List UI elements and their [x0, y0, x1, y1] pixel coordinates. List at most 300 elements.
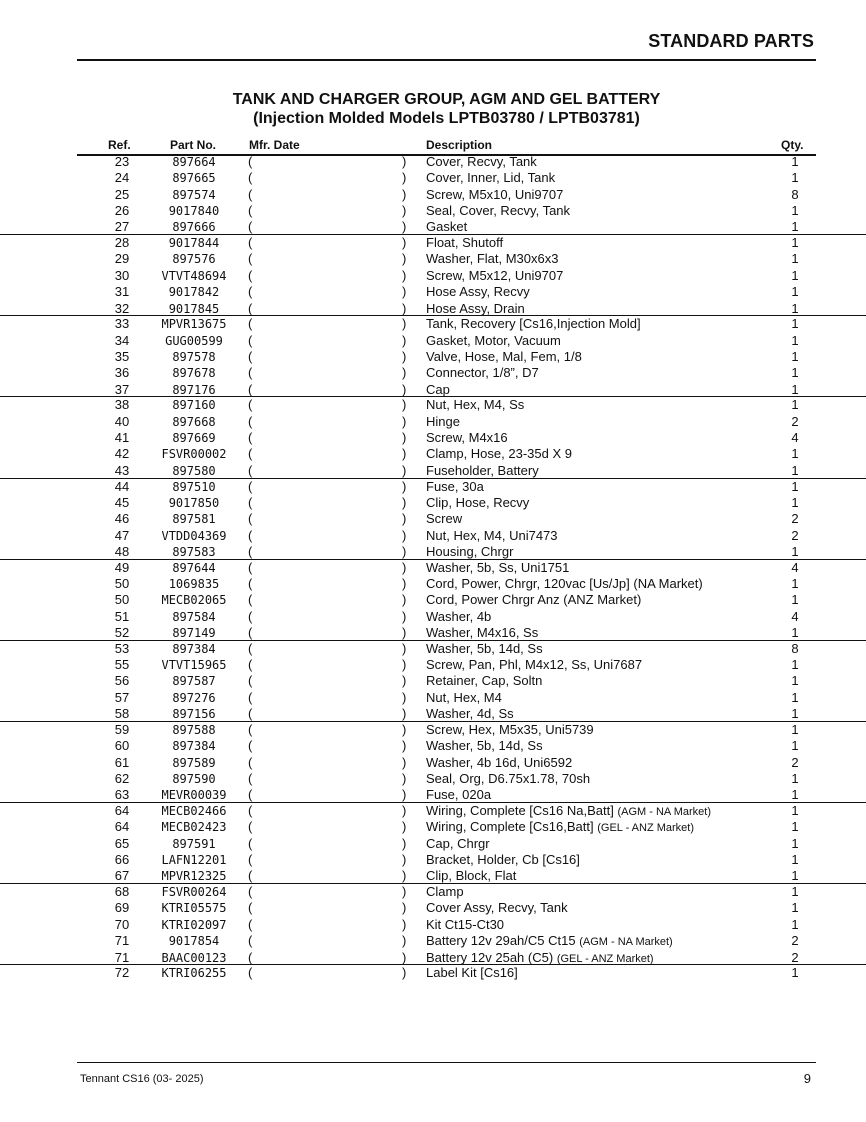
- description-text: Hose Assy, Recvy: [426, 284, 530, 300]
- mfr-date-open-paren: (: [248, 413, 253, 429]
- qty-cell: 1: [791, 154, 799, 169]
- ref-cell: 26: [114, 203, 130, 219]
- mfr-date-close-paren: ): [402, 170, 407, 186]
- mfr-date-open-paren: (: [248, 348, 253, 364]
- description-text: Bracket, Holder, Cb [Cs16]: [426, 852, 580, 868]
- part-number-cell: 897591: [172, 836, 216, 851]
- part-number-cell: 897583: [172, 544, 216, 559]
- description-text: Cap, Chrgr: [426, 835, 490, 851]
- table-row: [0, 900, 866, 916]
- table-row: [0, 836, 866, 852]
- table-row: [0, 917, 866, 933]
- description-text: Kit Ct15-Ct30: [426, 916, 505, 932]
- col-header-part-no: Part No.: [170, 138, 217, 152]
- mfr-date-close-paren: ): [402, 852, 407, 868]
- ref-cell: 31: [114, 284, 130, 300]
- mfr-date-close-paren: ): [402, 235, 407, 251]
- part-number-cell: 897669: [172, 431, 216, 446]
- description-cell: [426, 479, 484, 495]
- page-header-title: STANDARD PARTS: [648, 31, 814, 51]
- description-cell: [426, 414, 460, 430]
- description-cell: [426, 430, 508, 446]
- ref-cell: 27: [114, 219, 130, 235]
- part-number-cell: FSVR00002: [161, 447, 227, 462]
- qty-cell: 1: [791, 706, 799, 722]
- mfr-date-close-paren: ): [402, 251, 407, 267]
- qty-cell: 1: [791, 316, 799, 332]
- qty-cell: 1: [791, 689, 799, 705]
- qty-cell: 1: [791, 835, 799, 851]
- mfr-date-close-paren: ): [402, 738, 407, 754]
- mfr-date-close-paren: ): [402, 381, 407, 397]
- part-number-cell: MPVR13675: [161, 317, 227, 332]
- description-text: Washer, 4b 16d, Uni6592: [426, 754, 573, 770]
- table-row: [0, 478, 866, 495]
- description-cell: [426, 673, 542, 689]
- mfr-date-close-paren: ): [402, 478, 407, 494]
- description-text: Screw, Pan, Phl, M4x12, Ss, Uni7687: [426, 657, 643, 673]
- ref-cell: 35: [114, 348, 130, 364]
- description-text: Washer, 4b: [426, 608, 492, 624]
- mfr-date-open-paren: (: [248, 900, 253, 916]
- description-text: Cover, Inner, Lid, Tank: [426, 170, 556, 186]
- mfr-date-open-paren: (: [248, 949, 253, 965]
- mfr-date-close-paren: ): [402, 527, 407, 543]
- mfr-date-close-paren: ): [402, 365, 407, 381]
- table-row: [0, 933, 866, 949]
- description-text: Gasket, Motor, Vacuum: [426, 332, 561, 348]
- ref-cell: 43: [114, 462, 130, 478]
- ref-cell: 38: [114, 397, 130, 413]
- mfr-date-close-paren: ): [402, 787, 407, 803]
- table-row: [0, 170, 866, 186]
- description-text: Wiring, Complete [Cs16,Batt]: [426, 819, 594, 835]
- description-cell: [426, 511, 462, 527]
- description-text: Label Kit [Cs16]: [426, 965, 518, 981]
- mfr-date-open-paren: (: [248, 527, 253, 543]
- table-row: [0, 771, 866, 787]
- ref-cell: 50: [114, 592, 130, 608]
- part-number-cell: KTRI05575: [161, 901, 227, 916]
- ref-cell: 71: [114, 949, 130, 965]
- description-cell: [426, 884, 464, 900]
- description-cell: [426, 560, 569, 576]
- description-text: Seal, Org, D6.75x1.78, 70sh: [426, 770, 591, 786]
- part-number-cell: 9017845: [168, 301, 220, 316]
- part-number-cell: 897589: [172, 755, 216, 770]
- description-text: Fuse, 020a: [426, 787, 492, 803]
- description-text: Cover Assy, Recvy, Tank: [426, 900, 568, 916]
- mfr-date-open-paren: (: [248, 559, 253, 575]
- mfr-date-open-paren: (: [248, 397, 253, 413]
- part-number-cell: VTVT48694: [161, 268, 227, 283]
- part-number-cell: 9017854: [168, 934, 220, 949]
- description-cell: [426, 592, 641, 608]
- mfr-date-close-paren: ): [402, 625, 407, 640]
- mfr-date-open-paren: (: [248, 803, 253, 818]
- qty-cell: 1: [791, 446, 799, 462]
- mfr-date-close-paren: ): [402, 511, 407, 527]
- table-row: [0, 446, 866, 462]
- ref-cell: 55: [114, 657, 130, 673]
- ref-cell: 51: [114, 608, 130, 624]
- qty-cell: 4: [791, 430, 799, 446]
- description-text: Fuse, 30a: [426, 478, 484, 494]
- mfr-date-close-paren: ): [402, 300, 407, 316]
- part-number-cell: 897149: [172, 626, 216, 640]
- description-cell: [426, 657, 642, 673]
- table-row: [0, 528, 866, 544]
- mfr-date-close-paren: ): [402, 673, 407, 689]
- ref-cell: 71: [114, 933, 130, 949]
- section-title: TANK AND CHARGER GROUP, AGM AND GEL BATTERY: [232, 91, 661, 108]
- mfr-date-close-paren: ): [402, 284, 407, 300]
- ref-cell: 32: [114, 300, 130, 316]
- mfr-date-open-paren: (: [248, 365, 253, 381]
- description-cell: [426, 528, 558, 544]
- ref-cell: 46: [114, 511, 130, 527]
- table-row: [0, 315, 866, 332]
- mfr-date-close-paren: ): [402, 933, 407, 949]
- qty-cell: 2: [791, 754, 799, 770]
- table-row: [0, 673, 866, 689]
- description-text: Washer, 5b, Ss, Uni1751: [426, 559, 570, 575]
- mfr-date-close-paren: ): [402, 868, 407, 884]
- qty-cell: 1: [791, 738, 799, 754]
- part-number-cell: MEVR00039: [161, 788, 227, 803]
- qty-cell: 1: [791, 251, 799, 267]
- description-cell: [426, 722, 594, 738]
- table-row: [0, 640, 866, 657]
- qty-cell: 1: [791, 267, 799, 283]
- ref-cell: 61: [114, 754, 130, 770]
- description-cell: [426, 284, 530, 300]
- description-text: Battery 12v 29ah/C5 Ct15: [426, 933, 576, 949]
- qty-cell: 1: [791, 965, 799, 981]
- parts-table: [0, 154, 866, 982]
- ref-cell: 49: [114, 559, 130, 575]
- mfr-date-open-paren: (: [248, 300, 253, 316]
- mfr-date-open-paren: (: [248, 316, 253, 332]
- description-text: Washer, M4x16, Ss: [426, 625, 539, 640]
- ref-cell: 65: [114, 835, 130, 851]
- col-header-ref: Ref.: [108, 138, 131, 152]
- footer-doc-id: Tennant CS16 (03- 2025): [80, 1073, 204, 1085]
- description-text: Retainer, Cap, Soltn: [426, 673, 543, 689]
- ref-cell: 64: [114, 803, 130, 818]
- part-number-cell: 897276: [172, 690, 216, 705]
- part-number-cell: GUG00599: [165, 333, 223, 348]
- description-cell: [426, 235, 503, 251]
- description-text: Gasket: [426, 219, 468, 235]
- mfr-date-close-paren: ): [402, 706, 407, 722]
- mfr-date-open-paren: (: [248, 284, 253, 300]
- table-row: [0, 268, 866, 284]
- table-row: [0, 365, 866, 381]
- table-row: [0, 495, 866, 511]
- description-cell: [426, 170, 555, 186]
- mfr-date-close-paren: ): [402, 543, 407, 559]
- description-text: Cover, Recvy, Tank: [426, 154, 537, 169]
- description-text: Washer, Flat, M30x6x3: [426, 251, 559, 267]
- ref-cell: 59: [114, 721, 130, 737]
- description-text: Tank, Recovery [Cs16,Injection Mold]: [426, 316, 641, 332]
- mfr-date-close-paren: ): [402, 154, 407, 169]
- mfr-date-close-paren: ): [402, 754, 407, 770]
- market-note: (AGM - NA Market): [579, 936, 673, 949]
- mfr-date-open-paren: (: [248, 852, 253, 868]
- section-subtitle: (Injection Molded Models LPTB03780 / LPTB03781): [253, 110, 640, 127]
- mfr-date-open-paren: (: [248, 430, 253, 446]
- ref-cell: 48: [114, 543, 130, 559]
- description-text: Washer, 5b, 14d, Ss: [426, 738, 543, 754]
- qty-cell: 4: [791, 608, 799, 624]
- ref-cell: 57: [114, 689, 130, 705]
- description-text: Wiring, Complete [Cs16 Na,Batt]: [426, 803, 614, 818]
- description-text: Housing, Chrgr: [426, 543, 514, 559]
- part-number-cell: 897176: [172, 382, 216, 397]
- part-number-cell: KTRI06255: [161, 966, 227, 981]
- mfr-date-open-paren: (: [248, 478, 253, 494]
- part-number-cell: 1069835: [168, 576, 220, 591]
- mfr-date-close-paren: ): [402, 348, 407, 364]
- mfr-date-close-paren: ): [402, 900, 407, 916]
- mfr-date-open-paren: (: [248, 170, 253, 186]
- mfr-date-close-paren: ): [402, 219, 407, 235]
- mfr-date-open-paren: (: [248, 657, 253, 673]
- mfr-date-close-paren: ): [402, 689, 407, 705]
- description-text: Screw, Hex, M5x35, Uni5739: [426, 721, 594, 737]
- part-number-cell: 897666: [172, 220, 216, 235]
- qty-cell: 1: [791, 397, 799, 413]
- ref-cell: 33: [114, 316, 130, 332]
- qty-cell: 1: [791, 300, 799, 316]
- description-cell: [426, 397, 524, 413]
- part-number-cell: MECB02466: [161, 804, 227, 818]
- col-header-mfr-date: Mfr. Date: [249, 138, 300, 152]
- qty-cell: 2: [791, 933, 799, 949]
- description-cell: [426, 333, 561, 349]
- ref-cell: 23: [114, 154, 130, 169]
- table-row: [0, 852, 866, 868]
- qty-cell: 2: [791, 413, 799, 429]
- part-number-cell: 897588: [172, 722, 216, 737]
- mfr-date-open-paren: (: [248, 267, 253, 283]
- qty-cell: 1: [791, 494, 799, 510]
- mfr-date-close-paren: ): [402, 592, 407, 608]
- qty-cell: 1: [791, 381, 799, 397]
- part-number-cell: 897156: [172, 707, 216, 722]
- description-text: Nut, Hex, M4, Uni7473: [426, 527, 558, 543]
- qty-cell: 1: [791, 462, 799, 478]
- description-text: Seal, Cover, Recvy, Tank: [426, 203, 571, 219]
- table-row: [0, 755, 866, 771]
- part-number-cell: 897574: [172, 187, 216, 202]
- ref-cell: 44: [114, 478, 130, 494]
- ref-cell: 66: [114, 852, 130, 868]
- part-number-cell: VTDD04369: [161, 528, 227, 543]
- ref-cell: 30: [114, 267, 130, 283]
- description-cell: [426, 917, 504, 933]
- description-cell: [426, 495, 529, 511]
- mfr-date-close-paren: ): [402, 494, 407, 510]
- mfr-date-open-paren: (: [248, 835, 253, 851]
- ref-cell: 69: [114, 900, 130, 916]
- mfr-date-open-paren: (: [248, 462, 253, 478]
- ref-cell: 62: [114, 770, 130, 786]
- qty-cell: 1: [791, 819, 799, 835]
- ref-cell: 50: [114, 575, 130, 591]
- mfr-date-close-paren: ): [402, 332, 407, 348]
- mfr-date-close-paren: ): [402, 446, 407, 462]
- table-row: [0, 187, 866, 203]
- table-row: [0, 396, 866, 413]
- table-row: [0, 883, 866, 900]
- table-row: [0, 333, 866, 349]
- part-number-cell: 897668: [172, 414, 216, 429]
- ref-cell: 45: [114, 494, 130, 510]
- ref-cell: 42: [114, 446, 130, 462]
- mfr-date-close-paren: ): [402, 413, 407, 429]
- part-number-cell: 897678: [172, 366, 216, 381]
- table-row: [0, 251, 866, 267]
- description-cell: [426, 738, 543, 754]
- qty-cell: 2: [791, 949, 799, 965]
- qty-cell: 1: [791, 721, 799, 737]
- table-row: [0, 592, 866, 608]
- description-text: Cord, Power Chrgr Anz (ANZ Market): [426, 592, 642, 608]
- mfr-date-open-paren: (: [248, 381, 253, 397]
- ref-cell: 67: [114, 868, 130, 884]
- qty-cell: 1: [791, 868, 799, 884]
- table-row: [0, 414, 866, 430]
- description-cell: [426, 203, 570, 219]
- ref-cell: 56: [114, 673, 130, 689]
- mfr-date-close-paren: ): [402, 770, 407, 786]
- mfr-date-open-paren: (: [248, 251, 253, 267]
- page-number: 9: [803, 1071, 811, 1086]
- table-row: [0, 430, 866, 446]
- ref-cell: 53: [114, 640, 130, 656]
- part-number-cell: 9017844: [168, 236, 220, 251]
- qty-cell: 1: [791, 235, 799, 251]
- description-text: Connector, 1/8”, D7: [426, 365, 539, 381]
- qty-cell: 1: [791, 673, 799, 689]
- qty-cell: 8: [791, 640, 799, 656]
- ref-cell: 34: [114, 332, 130, 348]
- description-text: Nut, Hex, M4, Ss: [426, 397, 525, 413]
- ref-cell: 68: [114, 884, 130, 900]
- qty-cell: 1: [791, 348, 799, 364]
- part-number-cell: 897590: [172, 771, 216, 786]
- part-number-cell: 897665: [172, 171, 216, 186]
- mfr-date-close-paren: ): [402, 430, 407, 446]
- mfr-date-close-paren: ): [402, 575, 407, 591]
- qty-cell: 1: [791, 803, 799, 818]
- mfr-date-close-paren: ): [402, 186, 407, 202]
- market-note: (GEL - ANZ Market): [597, 822, 695, 835]
- description-cell: [426, 852, 580, 868]
- table-row: [0, 234, 866, 251]
- qty-cell: 1: [791, 203, 799, 219]
- table-row: [0, 576, 866, 592]
- qty-cell: 1: [791, 284, 799, 300]
- qty-cell: 1: [791, 219, 799, 235]
- description-cell: [426, 755, 572, 771]
- description-text: Washer, 5b, 14d, Ss: [426, 640, 543, 656]
- mfr-date-open-paren: (: [248, 965, 253, 981]
- description-cell: [426, 609, 491, 625]
- ref-cell: 60: [114, 738, 130, 754]
- description-text: Float, Shutoff: [426, 235, 504, 251]
- description-text: Screw, M5x10, Uni9707: [426, 186, 564, 202]
- table-row: [0, 349, 866, 365]
- ref-cell: 24: [114, 170, 130, 186]
- qty-cell: 1: [791, 592, 799, 608]
- part-number-cell: 897384: [172, 739, 216, 754]
- ref-cell: 70: [114, 916, 130, 932]
- mfr-date-close-paren: ): [402, 721, 407, 737]
- part-number-cell: 897578: [172, 349, 216, 364]
- description-text: Valve, Hose, Mal, Fem, 1/8: [426, 348, 582, 364]
- market-note: (AGM - NA Market): [617, 806, 711, 818]
- qty-cell: 1: [791, 543, 799, 559]
- part-number-cell: 9017842: [168, 285, 220, 300]
- mfr-date-open-paren: (: [248, 721, 253, 737]
- qty-cell: 1: [791, 900, 799, 916]
- mfr-date-open-paren: (: [248, 787, 253, 803]
- part-number-cell: 897581: [172, 512, 216, 527]
- qty-cell: 1: [791, 170, 799, 186]
- description-text: Cap: [426, 381, 450, 397]
- ref-cell: 63: [114, 787, 130, 803]
- part-number-cell: 897510: [172, 479, 216, 494]
- description-cell: [426, 819, 694, 836]
- mfr-date-close-paren: ): [402, 316, 407, 332]
- ref-cell: 58: [114, 706, 130, 722]
- table-row: [0, 511, 866, 527]
- table-row: [0, 738, 866, 754]
- table-row: [0, 721, 866, 738]
- part-number-cell: 897160: [172, 398, 216, 413]
- mfr-date-close-paren: ): [402, 949, 407, 965]
- mfr-date-open-paren: (: [248, 575, 253, 591]
- part-number-cell: 9017840: [168, 204, 220, 219]
- table-row: [0, 964, 866, 981]
- ref-cell: 72: [114, 965, 130, 981]
- mfr-date-open-paren: (: [248, 738, 253, 754]
- table-row: [0, 819, 866, 835]
- mfr-date-open-paren: (: [248, 640, 253, 656]
- footer-rule: [77, 1062, 816, 1063]
- qty-cell: 1: [791, 625, 799, 640]
- mfr-date-close-paren: ): [402, 267, 407, 283]
- ref-cell: 47: [114, 527, 130, 543]
- description-text: Battery 12v 25ah (C5): [426, 949, 554, 965]
- description-text: Nut, Hex, M4: [426, 689, 502, 705]
- ref-cell: 28: [114, 235, 130, 251]
- description-cell: [426, 965, 518, 981]
- description-text: Clip, Block, Flat: [426, 868, 517, 884]
- mfr-date-close-paren: ): [402, 559, 407, 575]
- mfr-date-open-paren: (: [248, 219, 253, 235]
- description-cell: [426, 154, 537, 170]
- mfr-date-close-paren: ): [402, 657, 407, 673]
- part-number-cell: 897384: [172, 641, 216, 656]
- description-text: Clamp: [426, 884, 464, 900]
- part-number-cell: 897576: [172, 252, 216, 267]
- description-cell: [426, 446, 572, 462]
